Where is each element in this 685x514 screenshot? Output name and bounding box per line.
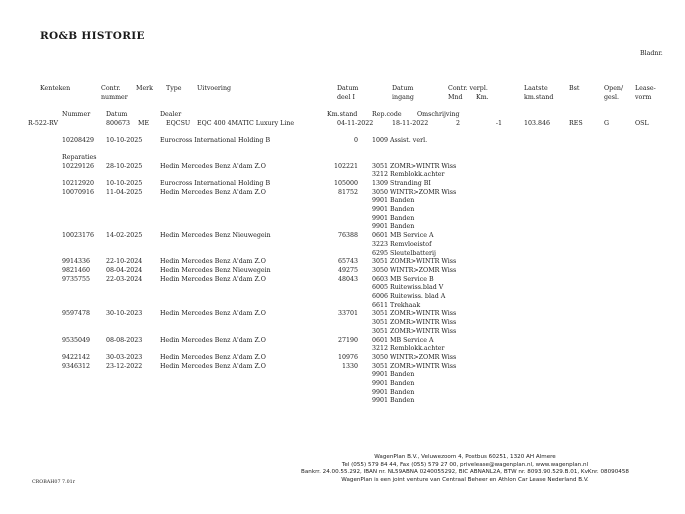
- repair-code: 9901: [372, 206, 389, 213]
- repair-datum: 30-10-2023: [106, 310, 143, 318]
- header-km: Km.: [476, 93, 489, 101]
- header-nummer: nummer: [101, 93, 128, 101]
- repair-code: 3051: [372, 327, 389, 335]
- repair-code: 9901: [372, 371, 389, 379]
- header-kmstand: km.stand: [524, 93, 554, 101]
- repair-code: 3212: [372, 171, 389, 179]
- footer-line-1: WagenPlan B.V., Veluwezoom 4, Postbus 60251, 1320 AH Almere: [374, 454, 556, 460]
- repair-code: 6295: [372, 249, 389, 257]
- subheader-datum: Datum: [106, 111, 128, 118]
- repair-omschrijving: WINTR>ZOMR Wiss: [390, 188, 457, 196]
- repair-dealer: Hedin Mercedes Benz A'dam Z.O: [160, 258, 266, 266]
- repair-nummer: 9821460: [62, 266, 91, 274]
- header-contr: Contr.: [101, 85, 121, 92]
- repair-omschrijving: ZOMR>WINTR Wiss: [390, 258, 457, 266]
- repair-omschrijving: Assist. verl.: [390, 137, 428, 144]
- repair-omschrijving: Banden: [390, 197, 415, 205]
- repair-code: 0601: [372, 232, 389, 240]
- repair-kmstand: 48043: [337, 275, 358, 283]
- repair-code: 3051: [372, 310, 389, 318]
- repair-code: 6005: [372, 284, 389, 292]
- page-title: RO&B HISTORIE: [40, 30, 145, 42]
- repair-datum: 22-10-2024: [106, 258, 143, 266]
- footer-line-4: WagenPlan is een joint venture van Centraal Beheer en Athlon Car Lease Nederland B.V.: [341, 476, 589, 483]
- repair-code: 1009: [372, 137, 389, 144]
- header-bst: Bst: [569, 85, 580, 92]
- repair-nummer: 10070916: [62, 188, 95, 196]
- repair-omschrijving: Banden: [390, 397, 415, 405]
- repair-nummer: 9535049: [62, 336, 91, 344]
- repair-omschrijving: ZOMR>WINTR Wiss: [390, 162, 457, 170]
- header-open: Open/: [604, 85, 624, 92]
- repair-dealer: Eurocross International Holding B: [160, 179, 271, 187]
- repair-code: 3050: [372, 353, 389, 361]
- repair-omschrijving: WINTR>ZOMR Wiss: [390, 353, 457, 361]
- repair-omschrijving: MB Service A: [390, 336, 434, 344]
- header-datum-deel: Datum: [337, 85, 359, 92]
- header-mnd: Mnd: [448, 93, 463, 101]
- form-code: CROBAH07 7.01r: [32, 480, 75, 485]
- repair-kmstand: 27190: [337, 336, 358, 344]
- repair-dealer: Hedin Mercedes Benz A'dam Z.O: [160, 188, 266, 196]
- repair-nummer: 10023176: [62, 232, 95, 240]
- header-merk: Merk: [136, 85, 153, 92]
- repair-kmstand: 105000: [333, 179, 358, 187]
- repair-dealer: Hedin Mercedes Benz A'dam Z.O: [160, 162, 266, 170]
- repair-omschrijving: Banden: [390, 223, 415, 231]
- vehicle-open-gesl: G: [604, 119, 610, 127]
- repair-nummer: 9597478: [62, 310, 91, 318]
- vehicle-bst: RES: [569, 119, 583, 127]
- repair-kmstand: 0: [353, 137, 358, 144]
- repair-omschrijving: Trekhaak: [390, 301, 421, 309]
- header-deel-i: deel I: [337, 93, 355, 101]
- vehicle-km: -1: [495, 119, 502, 127]
- repair-nummer: 9914336: [62, 258, 91, 266]
- header-uitvoering: Uitvoering: [197, 85, 232, 92]
- repair-datum: 30-03-2023: [106, 353, 143, 361]
- header-type: Type: [166, 85, 182, 92]
- repair-datum: 28-10-2025: [106, 162, 143, 170]
- repair-omschrijving: Banden: [390, 380, 415, 387]
- vehicle-kenteken: R-522-RV: [28, 119, 59, 127]
- repair-nummer: 9735755: [62, 275, 91, 283]
- repair-code: 9901: [372, 197, 389, 205]
- repair-nummer: 10212920: [62, 179, 95, 187]
- repair-kmstand: 76388: [337, 232, 358, 240]
- repair-dealer: Hedin Mercedes Benz A'dam Z.O: [160, 275, 266, 283]
- repair-datum: 22-03-2024: [106, 275, 143, 283]
- repair-code: 3051: [372, 162, 389, 170]
- reparaties-label: Reparaties: [62, 154, 97, 161]
- header-laatste: Laatste: [524, 85, 548, 92]
- repair-omschrijving: Banden: [390, 206, 415, 213]
- header-gesl: gesl.: [604, 93, 620, 101]
- vehicle-contr-nummer: 800673: [106, 119, 131, 127]
- repair-code: 6006: [372, 293, 389, 300]
- repair-datum: 10-10-2025: [106, 137, 143, 144]
- header-ingang: ingang: [392, 93, 414, 101]
- repair-code: 9901: [372, 380, 389, 387]
- header-kenteken: Kenteken: [40, 85, 71, 92]
- vehicle-type: EQCSU: [166, 119, 191, 127]
- repair-code: 3212: [372, 345, 389, 353]
- repair-omschrijving: ZOMR>WINTR Wiss: [390, 310, 457, 318]
- repair-code: 9901: [372, 223, 389, 231]
- repair-kmstand: 33701: [337, 310, 358, 318]
- subheader-kmstand: Km.stand: [327, 111, 358, 118]
- subheader-nummer: Nummer: [62, 111, 91, 118]
- vehicle-datum-deel: 04-11-2022: [337, 119, 374, 127]
- repair-nummer: 9346312: [62, 362, 91, 370]
- subheader-dealer: Dealer: [160, 111, 182, 118]
- vehicle-datum-ingang: 18-11-2022: [392, 119, 429, 127]
- repair-kmstand: 102221: [333, 162, 358, 170]
- repair-code: 3051: [372, 319, 389, 327]
- footer-line-3: Bankrr. 24.00.55.292, IBAN nr. NL59ABNA 0240055292, BIC ABNANL2A, BTW nr. 8093.90.529.B.01, KvKnr. 08090458: [301, 469, 629, 476]
- page-number-label: Bladnr.: [640, 50, 663, 57]
- vehicle-lease-vorm: OSL: [635, 119, 649, 127]
- repair-code: 0601: [372, 336, 389, 344]
- repair-code: 9901: [372, 214, 389, 222]
- repair-omschrijving: MB Service B: [390, 275, 434, 283]
- header-lease: Lease-: [635, 85, 656, 92]
- header-contr-verpl: Contr. verpl.: [448, 85, 488, 92]
- repair-nummer: 10229126: [62, 162, 95, 170]
- repair-omschrijving: ZOMR>WINTR Wiss: [390, 362, 457, 370]
- repair-omschrijving: Ruitewiss. blad A: [390, 293, 446, 300]
- footer-line-2: Tel (055) 579 84 44, Fax (055) 579 27 00, privelease@wagenplan.nl, www.wagenplan.nl: [341, 461, 589, 468]
- repair-omschrijving: Stranding BI: [390, 179, 431, 187]
- repair-omschrijving: Banden: [390, 388, 415, 396]
- repair-kmstand: 49275: [337, 266, 358, 274]
- vehicle-uitvoering: EQC 400 4MATIC Luxury Line: [197, 119, 295, 127]
- repair-code: 3050: [372, 188, 389, 196]
- repair-dealer: Hedin Mercedes Benz Nieuwegein: [160, 266, 271, 274]
- repair-dealer: Hedin Mercedes Benz Nieuwegein: [160, 232, 271, 240]
- repair-dealer: Hedin Mercedes Benz A'dam Z.O: [160, 362, 266, 370]
- repair-omschrijving: MB Service A: [390, 232, 434, 240]
- repair-code: 9901: [372, 397, 389, 405]
- repair-code: 3051: [372, 258, 389, 266]
- repair-omschrijving: ZOMR>WINTR Wiss: [390, 327, 457, 335]
- repair-code: 0603: [372, 275, 389, 283]
- repair-dealer: Hedin Mercedes Benz A'dam Z.O: [160, 353, 266, 361]
- repair-kmstand: 1330: [341, 362, 358, 370]
- header-vorm: vorm: [635, 93, 652, 101]
- repair-code: 1309: [372, 179, 389, 187]
- repair-omschrijving: Remblokk.achter: [390, 345, 445, 353]
- repair-nummer: 10208429: [62, 137, 95, 144]
- repair-kmstand: 81752: [337, 188, 358, 196]
- repair-datum: 23-12-2022: [106, 362, 143, 370]
- repair-omschrijving: Sleutelbatterij: [390, 249, 436, 257]
- repair-kmstand: 10976: [337, 353, 358, 361]
- vehicle-merk: ME: [138, 119, 150, 127]
- vehicle-laatste-km: 103.846: [524, 119, 551, 127]
- repair-code: 6611: [372, 301, 389, 309]
- repair-omschrijving: Remvloeistof: [390, 240, 432, 248]
- repair-nummer: 9422142: [62, 353, 91, 361]
- repair-code: 3050: [372, 266, 389, 274]
- repair-omschrijving: Banden: [390, 371, 415, 379]
- repair-omschrijving: WINTR>ZOMR Wiss: [390, 266, 457, 274]
- repair-omschrijving: Remblokk.achter: [390, 171, 445, 179]
- subheader-repcode: Rep.code: [372, 111, 402, 118]
- repair-datum: 10-10-2025: [106, 179, 143, 187]
- repair-omschrijving: Banden: [390, 214, 415, 222]
- repair-code: 9901: [372, 388, 389, 396]
- header-datum-ingang: Datum: [392, 85, 414, 92]
- repair-dealer: Hedin Mercedes Benz A'dam Z.O: [160, 310, 266, 318]
- repair-code: 3051: [372, 362, 389, 370]
- subheader-omschrijving: Omschrijving: [417, 111, 460, 118]
- repair-code: 3223: [372, 240, 389, 248]
- repair-datum: 14-02-2025: [106, 232, 143, 240]
- vehicle-mnd: 2: [455, 119, 460, 127]
- repair-datum: 11-04-2025: [106, 188, 143, 196]
- repair-kmstand: 65743: [337, 258, 358, 266]
- repair-omschrijving: ZOMR>WINTR Wiss: [390, 319, 457, 327]
- repair-omschrijving: Ruitewiss.blad V: [390, 284, 444, 292]
- repair-dealer: Hedin Mercedes Benz A'dam Z.O: [160, 336, 266, 344]
- repair-datum: 08-08-2023: [106, 336, 143, 344]
- repair-datum: 08-04-2024: [106, 266, 143, 274]
- repair-dealer: Eurocross International Holding B: [160, 137, 271, 144]
